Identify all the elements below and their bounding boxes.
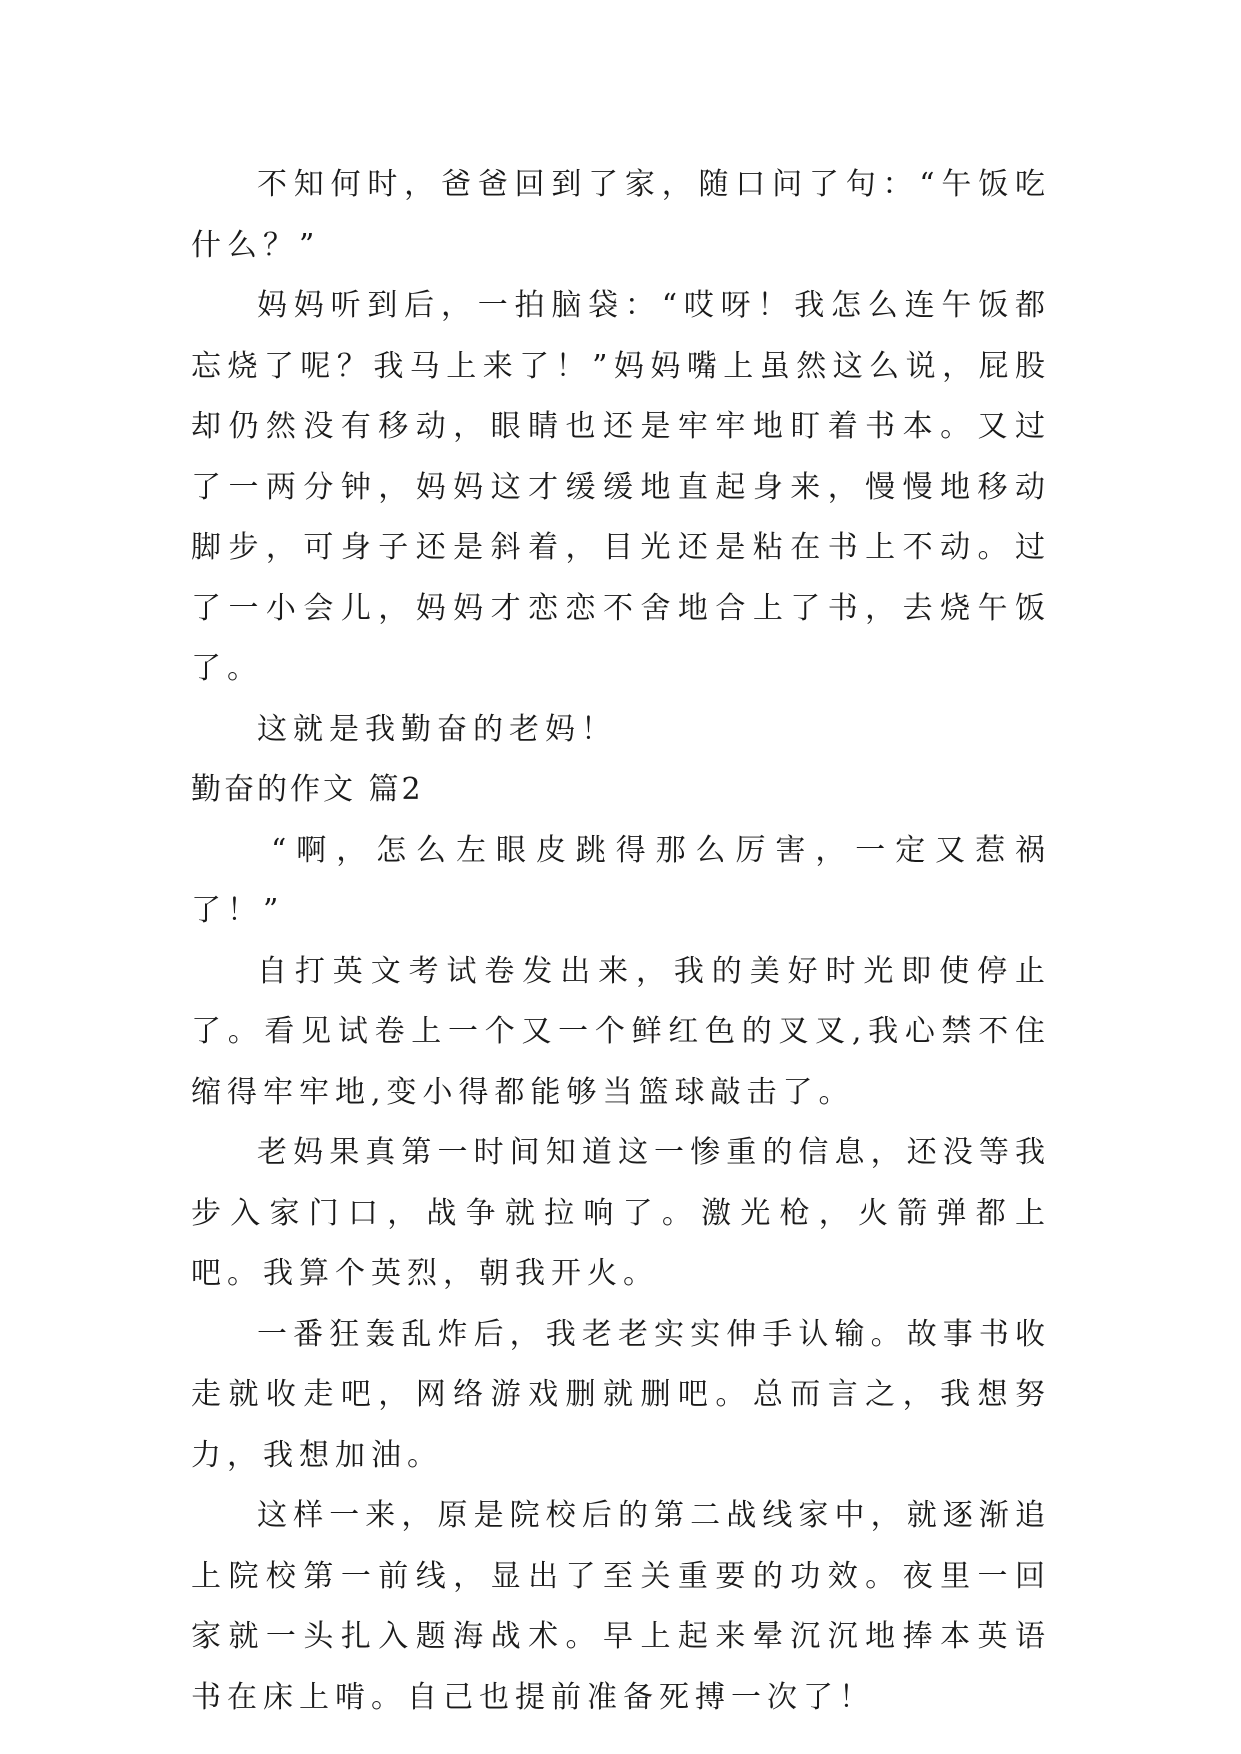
document-body bbox=[191, 155, 1051, 1728]
paragraph-english-exam: 自打英文考试卷发出来，我的美好时光即使停止了。看见试卷上一个又一个鲜红色的叉叉,我心禁不住缩得牢牢地,变小得都能够当篮球敲击了。 bbox=[191, 953, 1051, 1110]
paragraph-eyelid-quote: “啊，怎么左眼皮跳得那么厉害，一定又惹祸了！” bbox=[191, 832, 1051, 928]
paragraph-mom-reading: 妈妈听到后，一拍脑袋：“哎呀！我怎么连午饭都忘烧了呢？我马上来了！”妈妈嘴上虽然这么说，屁股却仍然没有移动，眼睛也还是牢牢地盯着书本。又过了一两分钟，妈妈这才缓缓地直起身来，慢慢地移动脚步，可身子还是斜着，目光还是粘在书上不动。过了一小会儿，妈妈才恋恋不舍地合上了书，去烧午饭了。 bbox=[191, 288, 1051, 686]
paragraph-second-front: 这样一来，原是院校后的第二战线家中，就逐渐追上院校第一前线，显出了至关重要的功效。夜里一回家就一头扎入题海战术。早上起来晕沉沉地捧本英语书在床上啃。自己也提前准备死搏一次了！ bbox=[191, 1498, 1051, 1715]
paragraph-diligent-mom: 这就是我勤奋的老妈！ bbox=[257, 711, 617, 747]
section-heading: 勤奋的作文 篇2 bbox=[191, 772, 424, 807]
paragraph-mom-war: 老妈果真第一时间知道这一惨重的信息，还没等我步入家门口，战争就拉响了。激光枪，火箭弹都上吧。我算个英烈，朝我开火。 bbox=[191, 1135, 1051, 1291]
paragraph-surrender: 一番狂轰乱炸后，我老老实实伸手认输。故事书收走就收走吧，网络游戏删就删吧。总而言之，我想努力，我想加油。 bbox=[191, 1316, 1051, 1473]
paragraph-dad-asks-lunch: 不知何时，爸爸回到了家，随口问了句：“午饭吃什么？” bbox=[191, 167, 1051, 263]
